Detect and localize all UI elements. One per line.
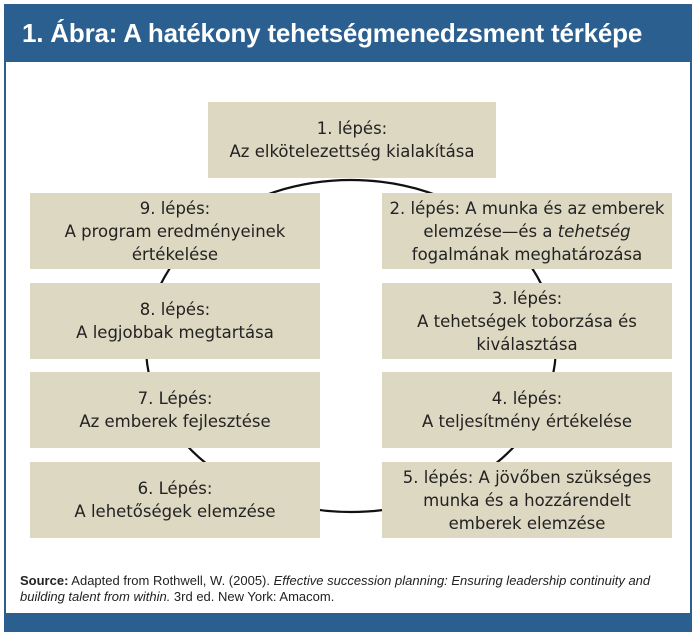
step-7-desc: Az emberek fejlesztése bbox=[79, 412, 271, 431]
step-7-title: 7. Lépés: bbox=[137, 389, 213, 408]
source-text-end: 3rd ed. New York: Amacom. bbox=[170, 589, 335, 604]
step-2-title: 2. lépés: A munka és az emberek bbox=[389, 198, 665, 218]
step-1-title: 1. lépés: bbox=[316, 119, 388, 138]
step-5-title: 5. lépés: A jövőben szükséges bbox=[402, 467, 652, 487]
step-3-title: 3. lépés: bbox=[491, 288, 563, 308]
step-4-desc: A teljesítmény értékelése bbox=[422, 412, 632, 431]
step-5-desc: munka és a hozzárendelt bbox=[423, 490, 631, 510]
step-6 bbox=[30, 462, 320, 538]
step-9-title: 9. lépés: bbox=[139, 198, 211, 218]
step-1 bbox=[208, 102, 496, 178]
source-citation bbox=[20, 573, 680, 605]
step-8-title: 8. lépés: bbox=[139, 300, 211, 319]
step-3-desc-cont: kiválasztása bbox=[476, 334, 578, 354]
step-9-desc-cont: értékelése bbox=[131, 244, 219, 264]
step-2-desc: elemzése—és a tehetség bbox=[423, 221, 631, 241]
step-9-desc: A program eredményeinek bbox=[64, 221, 286, 241]
step-5 bbox=[382, 462, 672, 538]
step-5-desc-cont: emberek elemzése bbox=[448, 513, 606, 533]
step-2 bbox=[382, 193, 672, 269]
step-3 bbox=[382, 283, 672, 359]
step-6-title: 6. Lépés: bbox=[137, 479, 213, 498]
step-9 bbox=[30, 193, 320, 269]
source-title: Effective succession planning: Ensuring leadership continuity and building talent from within. bbox=[20, 573, 651, 604]
step-4 bbox=[382, 372, 672, 448]
step-8-desc: A legjobbak megtartása bbox=[76, 323, 274, 342]
step-7 bbox=[30, 372, 320, 448]
source-label: Source: bbox=[20, 573, 69, 588]
step-6-desc: A lehetőségek elemzése bbox=[74, 502, 276, 521]
figure-footer-bar bbox=[4, 613, 692, 632]
step-3-desc: A tehetségek toborzása és bbox=[417, 311, 637, 331]
source-text: Adapted from Rothwell, W. (2005). bbox=[68, 573, 274, 588]
step-1-desc: Az elkötelezettség kialakítása bbox=[229, 142, 475, 161]
figure-title: 1. Ábra: A hatékony tehetségmenedzsment térképe bbox=[22, 18, 643, 48]
step-8 bbox=[30, 283, 320, 359]
step-4-title: 4. lépés: bbox=[491, 389, 563, 408]
step-2-desc-cont: fogalmának meghatározása bbox=[411, 244, 643, 264]
